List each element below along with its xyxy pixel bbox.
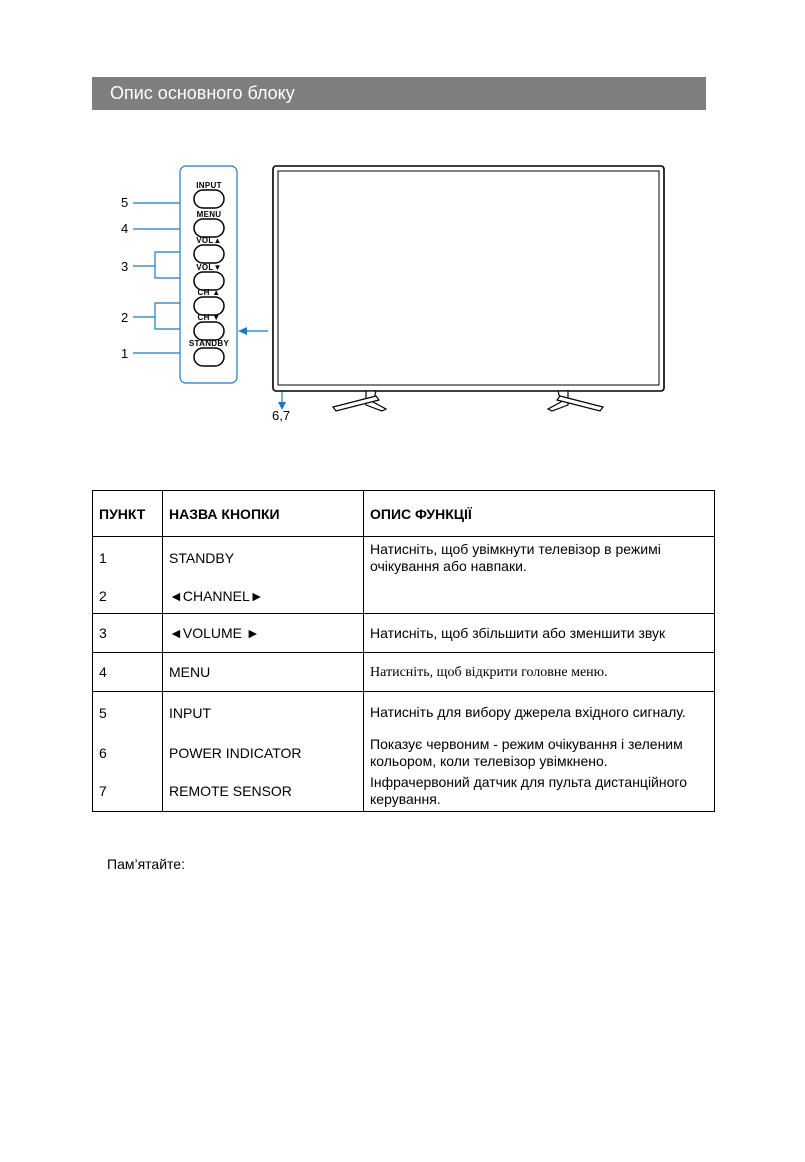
vol-down-label: VOL▼ — [196, 263, 222, 272]
table-header — [93, 491, 715, 537]
table-row — [93, 692, 715, 734]
button-function-table — [92, 490, 715, 812]
tv-diagram — [0, 0, 805, 470]
header-function: ОПИС ФУНКЦІЇ — [364, 491, 715, 537]
row-description — [364, 579, 715, 614]
row-button-name: REMOTE SENSOR — [163, 772, 364, 812]
row-number: 6 — [93, 734, 163, 772]
menu-label: MENU — [196, 210, 222, 219]
row-number: 5 — [93, 692, 163, 734]
callout-3: 3 — [121, 259, 129, 274]
row-number: 4 — [93, 653, 163, 692]
header-button-name: НАЗВА КНОПКИ — [163, 491, 364, 537]
tv-stands — [333, 391, 603, 411]
ch-up-label: CH ▲ — [197, 288, 221, 297]
ch-down-label: CH ▼ — [197, 313, 221, 322]
row-number: 1 — [93, 537, 163, 579]
panel-pointer-arrow — [238, 327, 247, 335]
tv-bezel — [273, 166, 664, 391]
row-description: Натисніть, щоб збільшити або зменшити звук — [364, 614, 715, 653]
row-button-name: INPUT — [163, 692, 364, 734]
table-row — [93, 653, 715, 692]
row-button-name: POWER INDICATOR — [163, 734, 364, 772]
tv-screen — [278, 171, 659, 385]
vol-up-button-shape — [194, 245, 224, 263]
table-row — [93, 734, 715, 772]
row-number: 7 — [93, 772, 163, 812]
input-button-shape — [194, 190, 224, 208]
row-button-name: STANDBY — [163, 537, 364, 579]
table-row — [93, 537, 715, 579]
standby-button-shape — [194, 348, 224, 366]
standby-label: STANDBY — [188, 339, 230, 348]
row-description: Показує червоним - режим очікування і зеленим кольором, коли телевізор увімкнено. — [364, 734, 715, 772]
table-row — [93, 579, 715, 614]
row-number: 2 — [93, 579, 163, 614]
section-title: Опис основного блоку — [92, 77, 706, 110]
header-item: ПУНКТ — [93, 491, 163, 537]
row-description: Натисніть, щоб увімкнути телевізор в режимі очікування або навпаки. — [364, 537, 715, 579]
vol-up-label: VOL▲ — [196, 236, 222, 245]
callout-2: 2 — [121, 310, 129, 325]
menu-button-shape — [194, 219, 224, 237]
ch-down-button-shape — [194, 322, 224, 340]
row-button-name: MENU — [163, 653, 364, 692]
row-description: Натисніть, щоб відкрити головне меню. — [364, 653, 715, 692]
row-button-name: ◄VOLUME ► — [163, 614, 364, 653]
callout-4: 4 — [121, 221, 129, 236]
row-description: Натисніть для вибору джерела вхідного сигналу. — [364, 692, 715, 734]
table-row — [93, 772, 715, 812]
callout-6-7: 6,7 — [272, 408, 291, 423]
input-label: INPUT — [196, 181, 222, 190]
row-description: Інфрачервоний датчик для пульта дистанційного керування. — [364, 772, 715, 812]
callout-1: 1 — [121, 346, 129, 361]
row-button-name: ◄CHANNEL► — [163, 579, 364, 614]
row-number: 3 — [93, 614, 163, 653]
callout-5: 5 — [121, 195, 129, 210]
note-heading: Пам’ятайте: — [107, 856, 185, 872]
table-row — [93, 614, 715, 653]
